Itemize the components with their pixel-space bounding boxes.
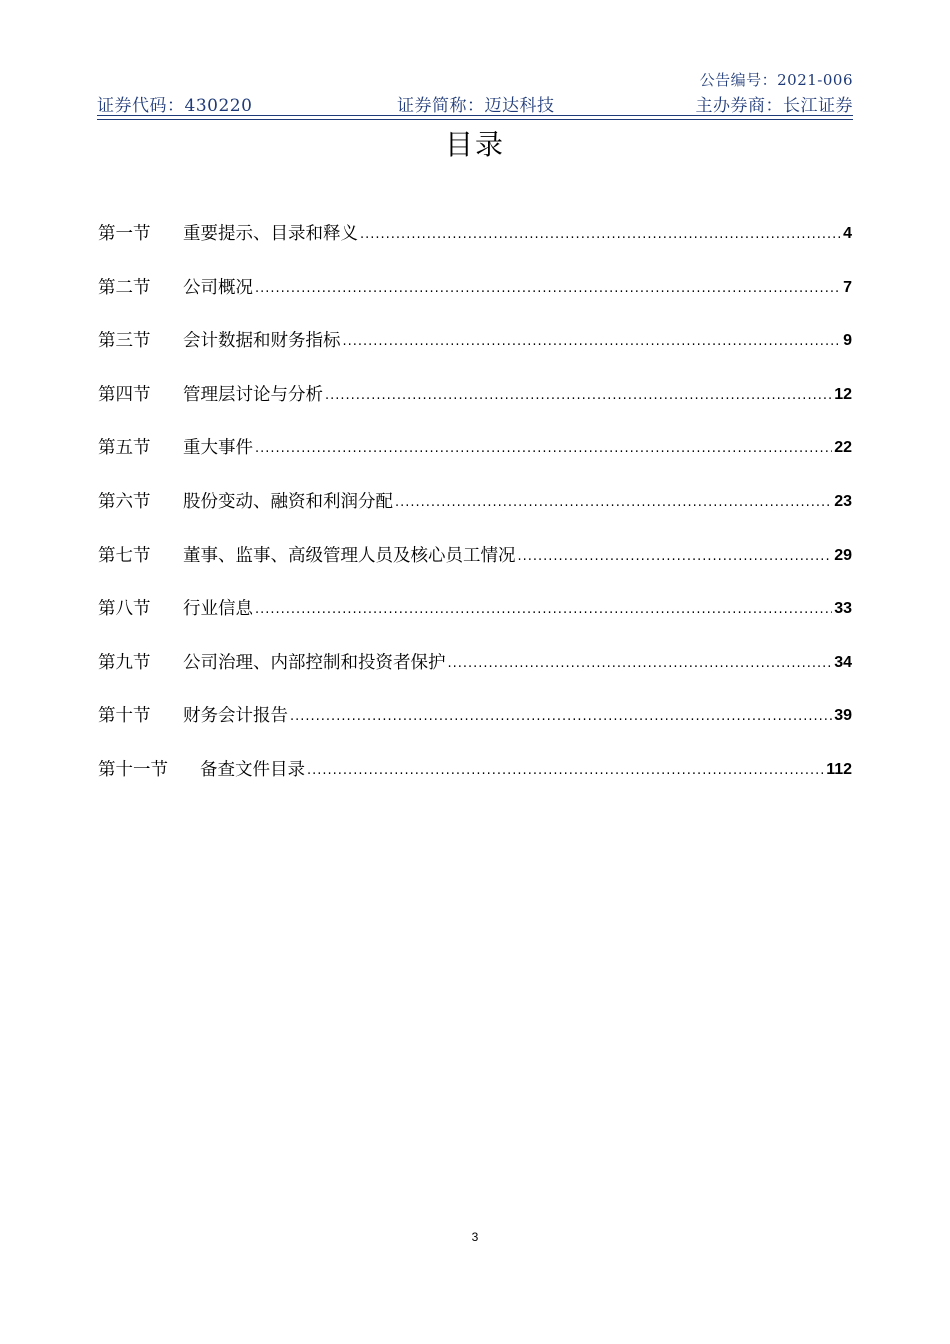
- toc-leader-dots: [518, 545, 833, 569]
- toc-section-name: 董事、监事、高级管理人员及核心员工情况: [183, 545, 516, 566]
- toc-page-number: 112: [826, 760, 852, 778]
- toc-entry[interactable]: [98, 704, 852, 758]
- toc-section-name: 公司治理、内部控制和投资者保护: [183, 652, 446, 673]
- toc-section-name: 管理层讨论与分析: [183, 384, 323, 405]
- toc-entry[interactable]: [98, 383, 852, 437]
- toc-page-number: 23: [834, 492, 852, 510]
- toc-section-number: 第二节: [98, 277, 151, 298]
- toc-leader-dots: [395, 491, 832, 515]
- toc-section-name: 重要提示、目录和释义: [183, 224, 358, 244]
- header-rule-thin: [97, 119, 853, 120]
- toc-section-name: 行业信息: [183, 599, 253, 620]
- toc-entry[interactable]: [98, 544, 852, 598]
- toc-leader-dots: [325, 384, 832, 408]
- toc-leader-dots: [255, 598, 832, 622]
- toc-leader-dots: [255, 437, 832, 461]
- security-abbreviation: 证券简称：迈达科技: [397, 96, 555, 116]
- toc-leader-dots: [448, 652, 833, 676]
- security-code: 证券代码：430220: [97, 96, 253, 116]
- toc-section-number: 第五节: [98, 438, 151, 459]
- announcement-number: 公告编号：2021-006: [699, 71, 853, 89]
- toc-section-number: 第六节: [98, 491, 151, 512]
- toc-section-number: 第十节: [98, 706, 151, 727]
- toc-section-name: 重大事件: [183, 438, 253, 459]
- toc-entry[interactable]: [98, 758, 852, 812]
- table-of-contents: [98, 222, 852, 812]
- sponsor-broker: 主办券商：长江证券: [695, 96, 853, 116]
- page-header: [97, 91, 853, 115]
- toc-page-number: 9: [843, 332, 852, 350]
- page-number: 3: [471, 1230, 479, 1244]
- toc-section-name: 备查文件目录: [200, 759, 305, 780]
- toc-leader-dots: [255, 277, 841, 301]
- toc-entry[interactable]: [98, 276, 852, 330]
- toc-leader-dots: [307, 759, 824, 783]
- toc-section-number: 第八节: [98, 599, 151, 620]
- toc-leader-dots: [290, 705, 832, 729]
- toc-page-number: 12: [834, 385, 852, 403]
- toc-page-number: 7: [843, 278, 852, 296]
- toc-section-number: 第九节: [98, 652, 151, 673]
- toc-page-number: 29: [834, 546, 852, 564]
- toc-entry[interactable]: [98, 651, 852, 705]
- toc-entry[interactable]: [98, 436, 852, 490]
- toc-entry[interactable]: [98, 597, 852, 651]
- toc-section-number: 第七节: [98, 545, 151, 566]
- toc-section-name: 会计数据和财务指标: [183, 331, 341, 352]
- toc-section-number: 第十一节: [98, 759, 168, 780]
- toc-leader-dots: [343, 330, 842, 354]
- toc-section-number: 第一节: [98, 224, 151, 244]
- toc-section-name: 股份变动、融资和利润分配: [183, 491, 393, 512]
- toc-page-number: 33: [834, 600, 852, 618]
- toc-entry[interactable]: [98, 329, 852, 383]
- toc-page-number: 34: [834, 653, 852, 671]
- toc-entry[interactable]: [98, 490, 852, 544]
- toc-title: 目录: [444, 128, 505, 161]
- header-rule-thick: [97, 115, 853, 116]
- toc-section-number: 第三节: [98, 331, 151, 352]
- toc-section-number: 第四节: [98, 384, 151, 405]
- toc-page-number: 22: [834, 439, 852, 457]
- toc-page-number: 4: [843, 225, 852, 242]
- toc-entry[interactable]: [98, 222, 852, 276]
- toc-section-name: 财务会计报告: [183, 706, 288, 727]
- toc-section-name: 公司概况: [183, 277, 253, 298]
- toc-page-number: 39: [834, 707, 852, 725]
- toc-leader-dots: [360, 223, 841, 247]
